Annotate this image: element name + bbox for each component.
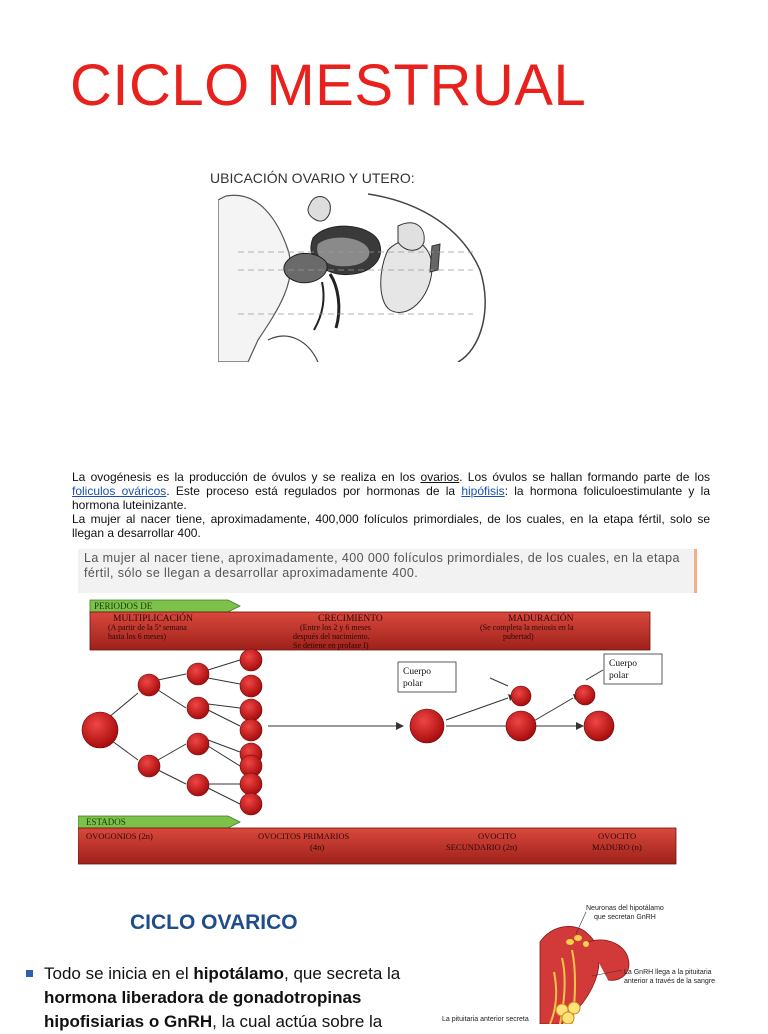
state-oogonia: OVOGONIOS (2n) xyxy=(86,831,153,841)
phase-growth-title: CRECIMIENTO xyxy=(318,614,383,624)
pituitary-link[interactable]: hipófisis xyxy=(461,484,505,498)
state-primary-oocytes: OVOCITOS PRIMARIOS xyxy=(258,831,350,841)
phase-multiplication-title: MULTIPLICACIÓN xyxy=(113,614,193,624)
anatomy-caption: UBICACIÓN OVARIO Y UTERO: xyxy=(210,170,415,186)
follicles-link[interactable]: foliculos ováricos xyxy=(72,484,167,498)
svg-text:que secretan GnRH: que secretan GnRH xyxy=(594,914,656,921)
svg-text:anterior a través de la sangre: anterior a través de la sangre xyxy=(624,978,716,985)
quote-text: La mujer al nacer tiene, aproximadamente, 400 000 folículos primordiales, de los cuales, en la etapa fértil, sólo se llegan a desarrollar aproximadamente 400. xyxy=(84,551,680,580)
hypothalamus-pituitary-illustration xyxy=(532,898,768,1024)
svg-text:polar: polar xyxy=(403,679,423,689)
oogonium-cell xyxy=(82,712,118,748)
mature-ovum-cell xyxy=(584,711,614,741)
svg-text:(4n): (4n) xyxy=(310,842,325,852)
svg-text:hasta los 6 meses): hasta los 6 meses) xyxy=(108,632,166,641)
svg-text:después del nacimiento.: después del nacimiento. xyxy=(293,632,370,641)
periods-label: PERIODOS DE xyxy=(94,601,153,611)
svg-text:Cuerpo: Cuerpo xyxy=(609,659,637,669)
hypothalamus-neurons-label: Neuronas del hipotálamo xyxy=(586,905,664,912)
anterior-pituitary-label: La pituitaria anterior secreta xyxy=(442,1016,529,1023)
state-secondary-oocyte: OVOCITO xyxy=(478,831,517,841)
svg-text:pubertad): pubertad) xyxy=(503,632,534,641)
follicle-count-text: La mujer al nacer tiene, aproximadamente, 400,000 folículos primordiales, de los cuales, en la etapa fértil, solo se llegan a desarrollar 400. xyxy=(72,512,710,540)
svg-text:Se detiene en profase I): Se detiene en profase I) xyxy=(293,641,369,650)
quote-box xyxy=(78,549,697,593)
state-mature-oocyte: OVOCITO xyxy=(598,831,637,841)
oogenesis-diagram xyxy=(78,598,678,868)
bullet-square-icon xyxy=(26,970,33,977)
svg-text:MADURO (n): MADURO (n) xyxy=(592,842,642,852)
gnrh-label: La GnRH llega a la pituitaria xyxy=(624,969,712,976)
svg-text:Cuerpo: Cuerpo xyxy=(403,667,431,677)
polar-body-1 xyxy=(511,686,531,706)
svg-text:(Se completa la meiosis en la: (Se completa la meiosis en la xyxy=(480,623,574,632)
secondary-oocyte-cell xyxy=(506,711,536,741)
phase-maturation-title: MADURACIÓN xyxy=(508,614,574,624)
page-title: CICLO MESTRUAL xyxy=(70,53,587,118)
bullet-text: Todo se inicia en el hipotálamo, que secreta la hormona liberadora de gonadotropinas hipofisiarias o GnRH, la cual actúa sobre la xyxy=(44,964,401,1031)
svg-text:(A partir de la 5ª semana: (A partir de la 5ª semana xyxy=(108,623,187,632)
polar-body-2 xyxy=(575,685,595,705)
section-heading: CICLO OVARICO xyxy=(130,911,298,934)
primary-oocyte-cell xyxy=(410,709,444,743)
ovaries-link[interactable]: ovarios xyxy=(420,470,460,484)
pelvis-anatomy-illustration xyxy=(218,190,488,362)
svg-text:(Entre los 2 y 6 meses: (Entre los 2 y 6 meses xyxy=(300,623,371,632)
states-label: ESTADOS xyxy=(86,817,126,827)
oogenesis-paragraph: La ovogénesis es la producción de óvulos y se realiza en los ovarios. Los óvulos se hallan formando parte de los foliculos ováricos. Este proceso está regulados por hormonas de la hipófisis: la hormona foliculoestimulante y la hormona luteinizante. La mujer al nacer tiene, aproximadamente, 400,000 folículos primordiales, de los cuales, en la etapa fértil, solo se llegan a desarrollar 400. xyxy=(72,470,711,540)
svg-text:polar: polar xyxy=(609,671,629,681)
svg-text:SECUNDARIO (2n): SECUNDARIO (2n) xyxy=(446,842,518,852)
